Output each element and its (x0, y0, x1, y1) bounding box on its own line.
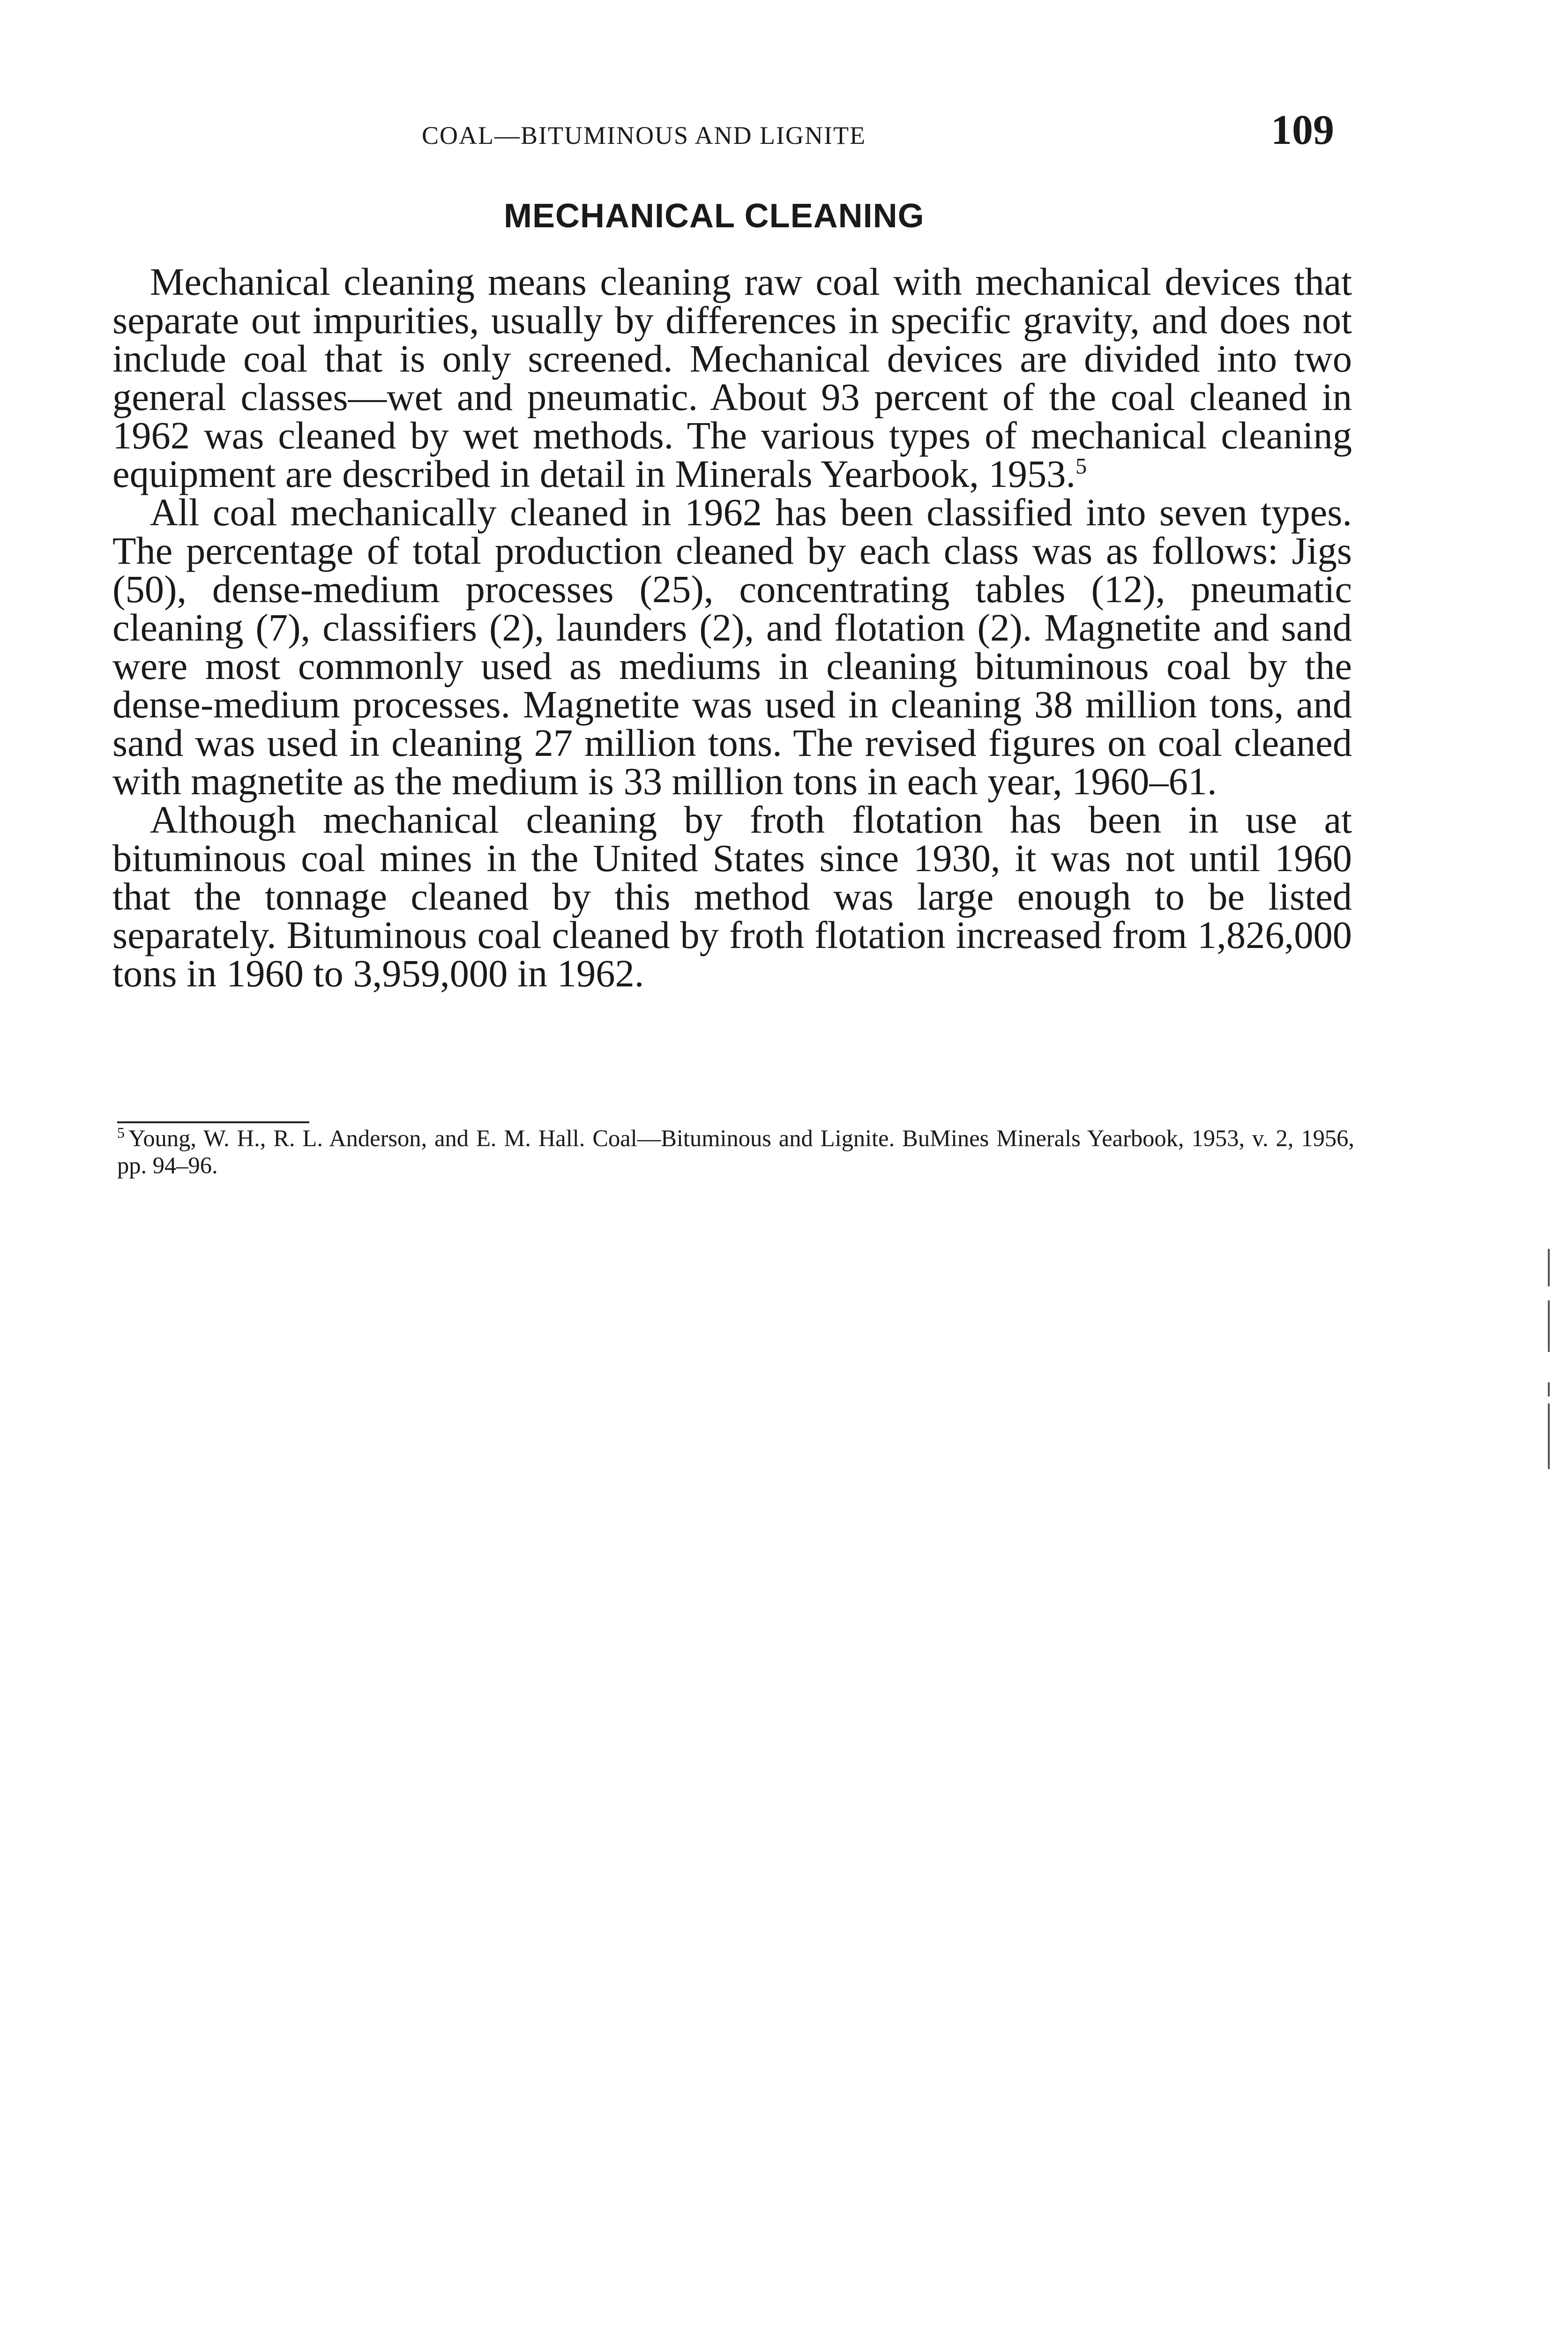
margin-scan-mark (1548, 1403, 1550, 1469)
margin-scan-mark (1548, 1382, 1550, 1396)
footnote-reference: 5 (1075, 454, 1087, 479)
paragraph-3: Although mechanical cleaning by froth flotation has been in use at bituminous coal mines in the United States since 1930, it was not until 1960 that the tonnage cleaned by this method was large enough to be listed separately. Bituminous coal cleaned by froth flotation increased from 1,826,000 tons in 1960 to 3,959,000 in 1962. (112, 798, 1352, 995)
running-head: COAL—BITUMINOUS AND LIGNITE (422, 121, 866, 149)
footnote (117, 1125, 1354, 1179)
margin-scan-mark (1548, 1249, 1550, 1286)
body-text (112, 260, 1352, 995)
paragraph-1 (112, 262, 1352, 493)
footnote-rule (117, 1121, 309, 1123)
footnote-text: Young, W. H., R. L. Anderson, and E. M. Hall. Coal—Bituminous and Lignite. BuMines Minerals Yearbook, 1953, v. 2, 1956, pp. 94–96. (117, 1125, 1354, 1179)
paragraph-2: All coal mechanically cleaned in 1962 has been classified into seven types. The percentage of total production cleaned by each class was as follows: Jigs (50), dense-medium processes (25), concentrating tables (12), pneumatic cleaning (7), classifiers (2), launders (2), and flotation (2). Magnetite and sand were most commonly used as mediums in cleaning bituminous coal by the dense-medium processes. Magnetite was used in cleaning 38 million tons, and sand was used in cleaning 27 million tons. The revised figures on coal cleaned with magnetite as the medium is 33 million tons in each year, 1960–61. (112, 491, 1352, 803)
section-heading: MECHANICAL CLEANING (504, 197, 925, 235)
footnote-mark: 5 (117, 1124, 125, 1142)
paragraph-1-text: Mechanical cleaning means cleaning raw coal with mechanical devices that separate out impurities, usually by differences in specific gravity, and does not include coal that is only screened. Mechanical devices are divided into two general classes—wet and pneumatic. About 93 percent of the coal cleaned in 1962 was cleaned by wet methods. The various types of mechanical cleaning equipment are described in detail in Minerals Yearbook, 1953. (112, 260, 1352, 495)
page-number: 109 (1271, 107, 1334, 153)
margin-scan-mark (1548, 1300, 1550, 1352)
